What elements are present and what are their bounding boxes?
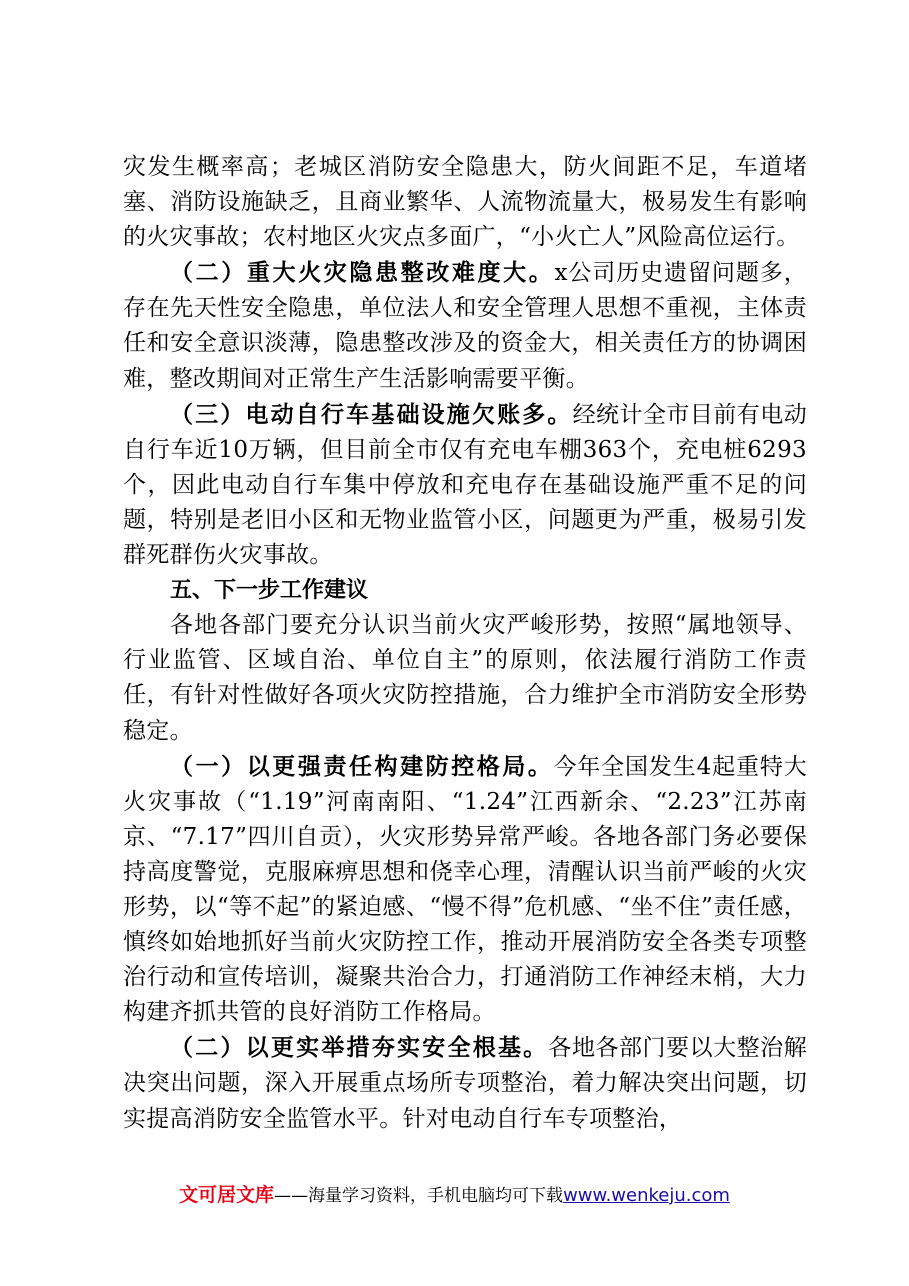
paragraph-body: 各地各部门要充分认识当前火灾严峻形势，按照“属地领导、行业监管、区域自治、单位自主”的原则，依法履行消防工作责任，有针对性做好各项火灾防控措施，合力维护全市消防安全形势稳定。 — [123, 612, 807, 744]
suggestion-item-1 — [123, 749, 807, 1031]
document-body — [123, 150, 807, 1137]
suggestion-item-2 — [123, 1030, 807, 1136]
paragraph-lead: （一）以更强责任构建防控格局。 — [170, 752, 554, 780]
paragraph-body: 经统计全市目前有电动自行车近10万辆，但目前全市仅有充电车棚363个，充电桩6293个，因此电动自行车集中停放和充电存在基础设施严重不足的问题，特别是老旧小区和无物业监管小区，问题更为严重，极易引发群死群伤火灾事故。 — [123, 401, 808, 569]
paragraph-body: 灾发生概率高；老城区消防安全隐患大，防火间距不足，车道堵塞、消防设施缺乏，且商业繁华、人流物流量大，极易发生有影响的火灾事故；农村地区火灾点多面广，“小火亡人”风险高位运行。 — [123, 154, 807, 251]
paragraph-body: 今年全国发生4起重特大火灾事故（“1.19”河南南阳、“1.24”江西新余、“2.23”江苏南京、“7.17”四川自贡），火灾形势异常严峻。各地各部门务必要保持高度警觉，克服麻痹思想和侥幸心理，清醒认识当前严峻的火灾形势，以“等不起”的紧迫感、“慢不得”危机感、“坐不住”责任感，慎终如始地抓好当前火灾防控工作，推动开展消防安全各类专项整治行动和宣传培训，凝聚共治合力，打通消防工作神经末梢，大力构建齐抓共管的良好消防工作格局。 — [123, 753, 807, 1026]
footer-brand: 文可居文库 — [179, 1184, 275, 1206]
paragraph-lead: （二）以更实举措夯实安全根基。 — [170, 1034, 549, 1062]
footer-slogan: ——海量学习资料，手机电脑均可下载 — [274, 1186, 564, 1206]
paragraph-body: x公司历史遗留问题多，存在先天性安全隐患，单位法人和安全管理人思想不重视，主体责任和安全意识淡薄，隐患整改涉及的资金大，相关责任方的协调困难，整改期间对正常生产生活影响需要平衡。 — [123, 260, 807, 392]
paragraph-item-2 — [123, 255, 807, 396]
footer-banner — [0, 1182, 909, 1209]
paragraph-lead: （三）电动自行车基础设施欠账多。 — [170, 400, 573, 428]
section-intro-paragraph — [123, 608, 807, 748]
paragraph-continuation — [123, 150, 807, 255]
footer-website-link[interactable]: www.wenkeju.com — [563, 1185, 730, 1206]
paragraph-body: 各地各部门要以大整治解决突出问题，深入开展重点场所专项整治，着力解决突出问题，切实提高消防安全监管水平。针对电动自行车专项整治， — [123, 1035, 807, 1132]
section-heading: 五、下一步工作建议 — [170, 578, 369, 604]
paragraph-item-3 — [123, 397, 807, 573]
paragraph-lead: （二）重大火灾隐患整改难度大。 — [170, 259, 555, 287]
